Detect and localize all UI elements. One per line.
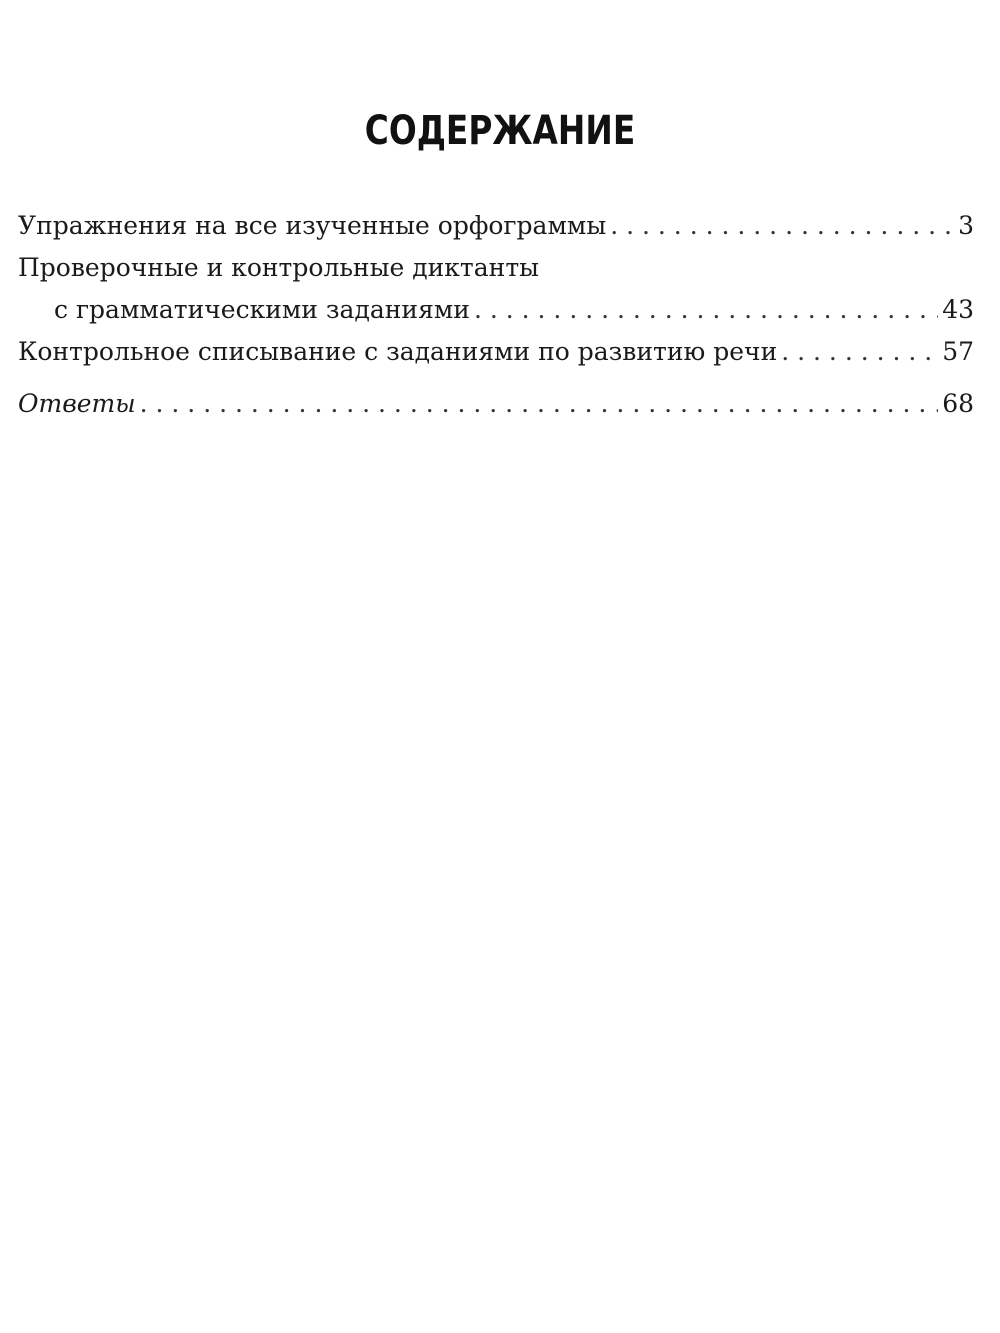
toc-entry-title: Упражнения на все изученные орфограммы bbox=[18, 211, 607, 240]
toc-entry-title-continued: с грамматическими заданиями bbox=[54, 295, 470, 324]
toc-entry-page-number: 43 bbox=[942, 295, 974, 324]
toc-entry-page-number: 57 bbox=[942, 337, 974, 366]
table-of-contents bbox=[18, 205, 974, 425]
page-title: СОДЕРЖАНИЕ bbox=[364, 108, 636, 154]
toc-entry-answers[interactable] bbox=[18, 383, 974, 425]
dot-leader bbox=[610, 205, 954, 247]
toc-entry-exercises[interactable] bbox=[18, 205, 974, 247]
dot-leader bbox=[474, 289, 938, 331]
toc-entry-dictations-line-2[interactable] bbox=[18, 289, 974, 331]
toc-entry-title: Проверочные и контрольные диктанты bbox=[18, 253, 540, 282]
toc-entry-dictations-line-1[interactable] bbox=[18, 247, 974, 289]
toc-entry-copying[interactable] bbox=[18, 331, 974, 373]
dot-leader bbox=[140, 383, 939, 425]
toc-entry-title: Ответы bbox=[18, 389, 136, 418]
toc-entry-page-number: 3 bbox=[958, 211, 974, 240]
toc-entry-title: Контрольное списывание с заданиями по развитию речи bbox=[18, 337, 778, 366]
dot-leader bbox=[781, 331, 938, 373]
toc-entry-page-number: 68 bbox=[942, 389, 974, 418]
